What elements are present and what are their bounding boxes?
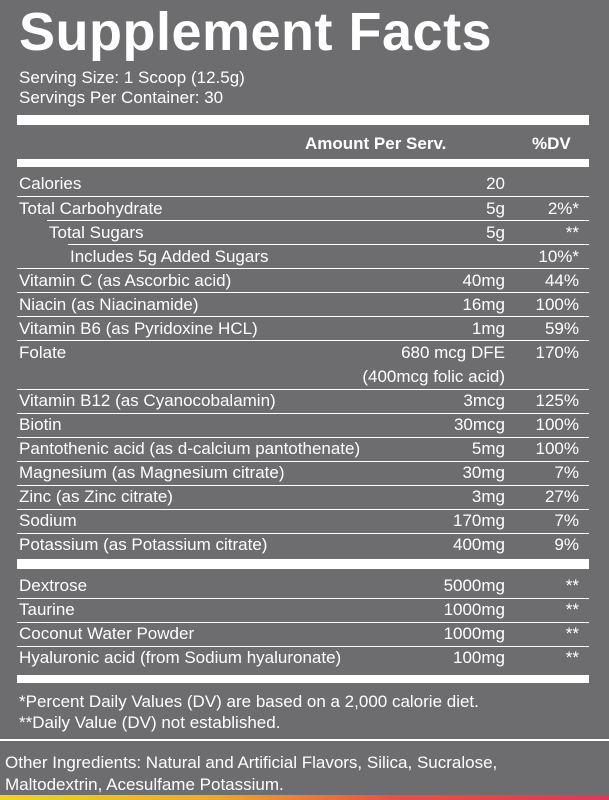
nutrient-name: Sodium <box>19 511 77 530</box>
nutrient-row <box>17 293 589 317</box>
nutrient-amount: 20 <box>486 174 505 193</box>
nutrient-dv: 100% <box>535 295 579 314</box>
ingredient-amount: 100mg <box>453 648 505 667</box>
nutrient-amount: 16mg <box>462 295 505 314</box>
nutrient-name: Vitamin B6 (as Pyridoxine HCL) <box>19 319 258 338</box>
footnote-divider <box>17 675 589 683</box>
ingredient-name: Dextrose <box>19 576 88 595</box>
nutrient-amount: 400mg <box>453 535 505 554</box>
nutrient-row <box>17 245 589 269</box>
nutrient-amount: 40mg <box>462 271 505 290</box>
nutrient-name: Zinc (as Zinc citrate) <box>19 487 173 506</box>
other-ingredients-line: Other Ingredients: Natural and Artificial Flavors, Silica, Sucralose, <box>5 753 498 772</box>
nutrient-row <box>17 269 589 293</box>
nutrient-dv: 44% <box>544 271 579 290</box>
panel-border <box>0 739 609 741</box>
blend-row <box>17 622 589 646</box>
nutrient-amount: 30mcg <box>453 415 505 434</box>
nutrient-dv: 7% <box>554 511 579 530</box>
nutrient-row <box>17 509 589 533</box>
ingredient-dv: ** <box>565 624 579 643</box>
nutrient-name: Includes 5g Added Sugars <box>70 247 269 266</box>
nutrient-amount: 5g <box>486 223 505 242</box>
nutrient-row <box>17 317 589 341</box>
nutrient-dv: 2%* <box>547 199 579 218</box>
blend-row <box>17 646 589 670</box>
nutrient-row <box>17 221 589 245</box>
nutrient-row <box>17 341 589 389</box>
nutrient-dv: ** <box>565 223 579 242</box>
nutrient-dv: 100% <box>535 415 579 434</box>
nutrient-amount: 170mg <box>453 511 505 530</box>
nutrient-row <box>17 413 589 437</box>
nutrient-dv: 9% <box>554 535 579 554</box>
color-strip <box>0 795 609 800</box>
nutrient-amount: 680 mcg DFE <box>401 343 505 362</box>
nutrient-name: Calories <box>19 174 82 193</box>
nutrient-dv: 125% <box>535 391 579 410</box>
nutrient-row <box>17 389 589 413</box>
ingredient-dv: ** <box>565 600 579 619</box>
nutrient-amount: 5mg <box>471 439 505 458</box>
ingredient-name: Hyaluronic acid (from Sodium hyaluronate) <box>19 648 342 667</box>
nutrient-name: Total Sugars <box>49 223 144 242</box>
nutrient-row <box>17 437 589 461</box>
ingredient-amount: 1000mg <box>443 600 505 619</box>
nutrient-name: Total Carbohydrate <box>19 199 163 218</box>
nutrient-amount: 3mg <box>471 487 505 506</box>
panel-title: Supplement Facts <box>19 2 493 62</box>
nutrient-amount: 1mg <box>471 319 505 338</box>
nutrient-dv: 100% <box>535 439 579 458</box>
nutrient-name: Biotin <box>19 415 62 434</box>
nutrient-name: Vitamin C (as Ascorbic acid) <box>19 271 232 290</box>
thick-divider <box>17 115 589 125</box>
ingredient-amount: 1000mg <box>443 624 505 643</box>
nutrient-dv: 59% <box>544 319 579 338</box>
nutrient-name: Magnesium (as Magnesium citrate) <box>19 463 285 482</box>
ingredient-name: Coconut Water Powder <box>19 624 195 643</box>
nutrient-amount-note: (400mcg folic acid) <box>362 367 505 386</box>
nutrient-amount: 3mcg <box>463 391 505 410</box>
other-ingredients-line: Maltodextrin, Acesulfame Potassium. <box>5 775 284 794</box>
nutrient-dv: 27% <box>544 487 579 506</box>
serving-size: Serving Size: 1 Scoop (12.5g) <box>19 68 245 87</box>
servings-per-container: Servings Per Container: 30 <box>19 88 224 107</box>
amount-header: Amount Per Serv. <box>305 134 447 153</box>
other-ingredients <box>0 752 609 796</box>
ingredient-amount: 5000mg <box>443 576 505 595</box>
section-divider <box>17 559 589 569</box>
dv-not-established-footnote: **Daily Value (DV) not established. <box>19 713 281 732</box>
nutrient-amount: 30mg <box>462 463 505 482</box>
nutrient-amount: 5g <box>486 199 505 218</box>
nutrient-name: Potassium (as Potassium citrate) <box>19 535 268 554</box>
ingredient-name: Taurine <box>19 600 75 619</box>
nutrient-dv: 170% <box>535 343 579 362</box>
nutrient-dv: 7% <box>554 463 579 482</box>
nutrient-dv: 10%* <box>538 247 579 266</box>
nutrient-row <box>17 197 589 221</box>
blend-row <box>17 574 589 598</box>
nutrient-row <box>17 172 589 196</box>
dv-header: %DV <box>532 134 571 153</box>
nutrient-name: Pantothenic acid (as d-calcium pantothenate) <box>19 439 361 458</box>
nutrient-row <box>17 533 589 557</box>
ingredient-dv: ** <box>565 648 579 667</box>
blend-row <box>17 598 589 622</box>
nutrient-row <box>17 485 589 509</box>
dv-footnote: *Percent Daily Values (DV) are based on a 2,000 calorie diet. <box>19 692 479 711</box>
nutrient-name: Niacin (as Niacinamide) <box>19 295 199 314</box>
header-divider <box>17 159 589 167</box>
ingredient-dv: ** <box>565 576 579 595</box>
nutrient-name: Vitamin B12 (as Cyanocobalamin) <box>19 391 276 410</box>
nutrient-name: Folate <box>19 343 67 362</box>
nutrient-row <box>17 461 589 485</box>
